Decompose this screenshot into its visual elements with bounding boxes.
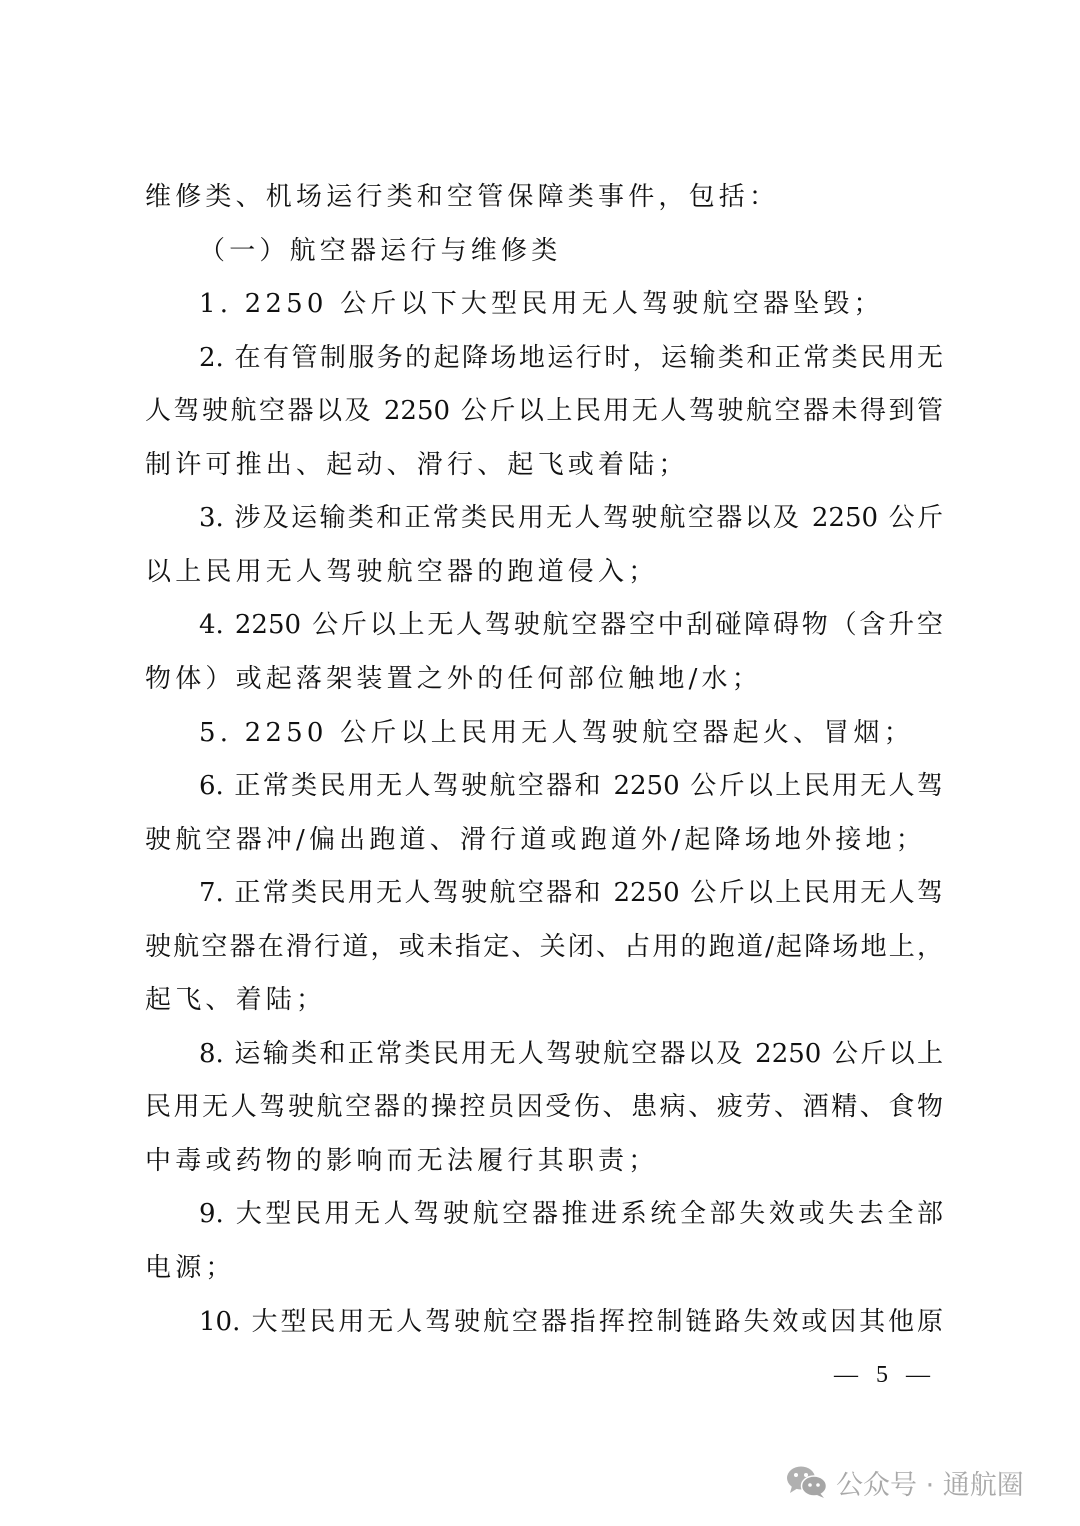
text-line: 驶航空器冲/偏出跑道、滑行道或跑道外/起降场地外接地； bbox=[145, 824, 926, 855]
text-line: 制许可推出、起动、滑行、起飞或着陆； bbox=[145, 449, 689, 480]
text-line: 3. 涉及运输类和正常类民用无人驾驶航空器以及 2250 公斤 bbox=[199, 503, 943, 534]
text-line: 4. 2250 公斤以上无人驾驶航空器空中刮碰障碍物（含升空 bbox=[199, 610, 943, 641]
wechat-icon bbox=[786, 1465, 828, 1499]
text-line: 起飞、着陆； bbox=[145, 985, 327, 1016]
watermark-text: 公众号 · 通航圈 bbox=[836, 1469, 1024, 1501]
text-line: 1. 2250 公斤以下大型民用无人驾驶航空器坠毁； bbox=[199, 289, 884, 320]
watermark bbox=[786, 1462, 1024, 1502]
text-line: 人驾驶航空器以及 2250 公斤以上民用无人驾驶航空器未得到管 bbox=[145, 396, 943, 427]
text-line: 民用无人驾驶航空器的操控员因受伤、患病、疲劳、酒精、食物 bbox=[145, 1092, 943, 1123]
text-line: 物体）或起落架装置之外的任何部位触地/水； bbox=[145, 663, 762, 694]
text-line: 5. 2250 公斤以上民用无人驾驶航空器起火、冒烟； bbox=[199, 717, 914, 748]
text-line: 8. 运输类和正常类民用无人驾驶航空器以及 2250 公斤以上 bbox=[199, 1038, 943, 1069]
text-line: 维修类、机场运行类和空管保障类事件，包括： bbox=[145, 182, 780, 212]
text-line: 9. 大型民用无人驾驶航空器推进系统全部失效或失去全部 bbox=[199, 1199, 943, 1230]
text-line: 10. 大型民用无人驾驶航空器指挥控制链路失效或因其他原 bbox=[199, 1306, 943, 1337]
page-number: — 5 — bbox=[834, 1362, 936, 1388]
text-line: 2. 在有管制服务的起降场地运行时，运输类和正常类民用无 bbox=[199, 342, 943, 373]
text-line: 驶航空器在滑行道，或未指定、关闭、占用的跑道/起降场地上， bbox=[145, 931, 943, 962]
text-line: 中毒或药物的影响而无法履行其职责； bbox=[145, 1145, 659, 1176]
text-line: 6. 正常类民用无人驾驶航空器和 2250 公斤以上民用无人驾 bbox=[199, 771, 943, 802]
text-line: （一）航空器运行与维修类 bbox=[199, 235, 562, 266]
text-line: 以上民用无人驾驶航空器的跑道侵入； bbox=[145, 556, 659, 587]
text-line: 电源； bbox=[145, 1253, 236, 1283]
text-line: 7. 正常类民用无人驾驶航空器和 2250 公斤以上民用无人驾 bbox=[199, 878, 943, 909]
